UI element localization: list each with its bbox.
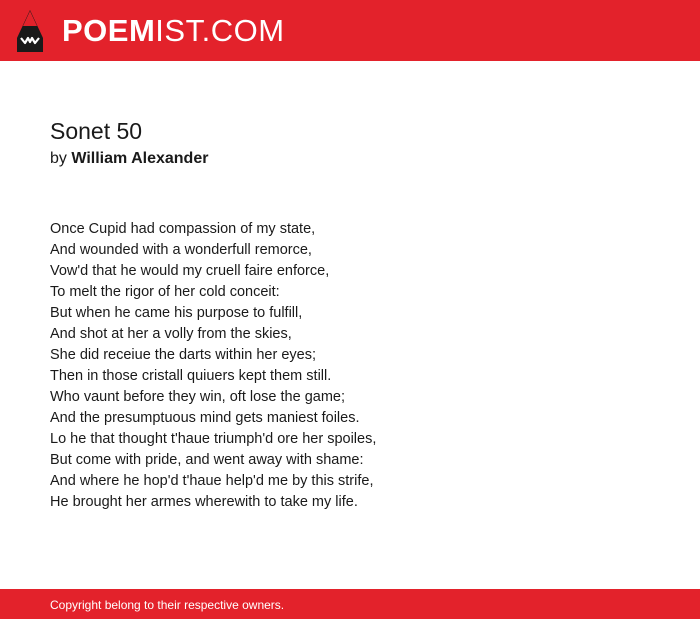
author-name: William Alexander — [71, 150, 209, 167]
pencil-icon — [17, 10, 43, 52]
copyright-text: Copyright belong to their respective owners. — [50, 598, 285, 612]
poem-line: She did receiue the darts within her eyes; — [50, 347, 316, 363]
poem-line: Once Cupid had compassion of my state, — [50, 221, 316, 237]
byline-prefix: by — [50, 150, 67, 167]
site-header — [0, 0, 700, 61]
poem-line: Vow'd that he would my cruell faire enforce, — [50, 263, 330, 279]
logo-text-bold: POEM — [62, 13, 156, 48]
poem-line: But when he came his purpose to fulfill, — [50, 305, 303, 321]
site-logo[interactable] — [62, 13, 285, 49]
poem-line: But come with pride, and went away with shame: — [50, 452, 364, 468]
poem-line: Lo he that thought t'haue triumph'd ore her spoiles, — [50, 431, 377, 447]
poem-line: And wounded with a wonderfull remorce, — [50, 242, 312, 258]
poem-line: Who vaunt before they win, oft lose the game; — [50, 389, 345, 405]
poem-title: Sonet 50 — [50, 118, 143, 144]
poem-line: To melt the rigor of her cold conceit: — [50, 284, 280, 300]
poem-line: Then in those cristall quiuers kept them still. — [50, 368, 332, 384]
site-footer — [0, 589, 700, 619]
poem-line: He brought her armes wherewith to take my life. — [50, 494, 358, 510]
poem-line: And the presumptuous mind gets maniest foiles. — [50, 410, 360, 426]
poem-line: And where he hop'd t'haue help'd me by this strife, — [50, 473, 374, 489]
poem-body — [50, 219, 376, 513]
byline — [50, 149, 208, 169]
logo-text-light: IST.COM — [155, 13, 285, 48]
poem-line: And shot at her a volly from the skies, — [50, 326, 292, 342]
